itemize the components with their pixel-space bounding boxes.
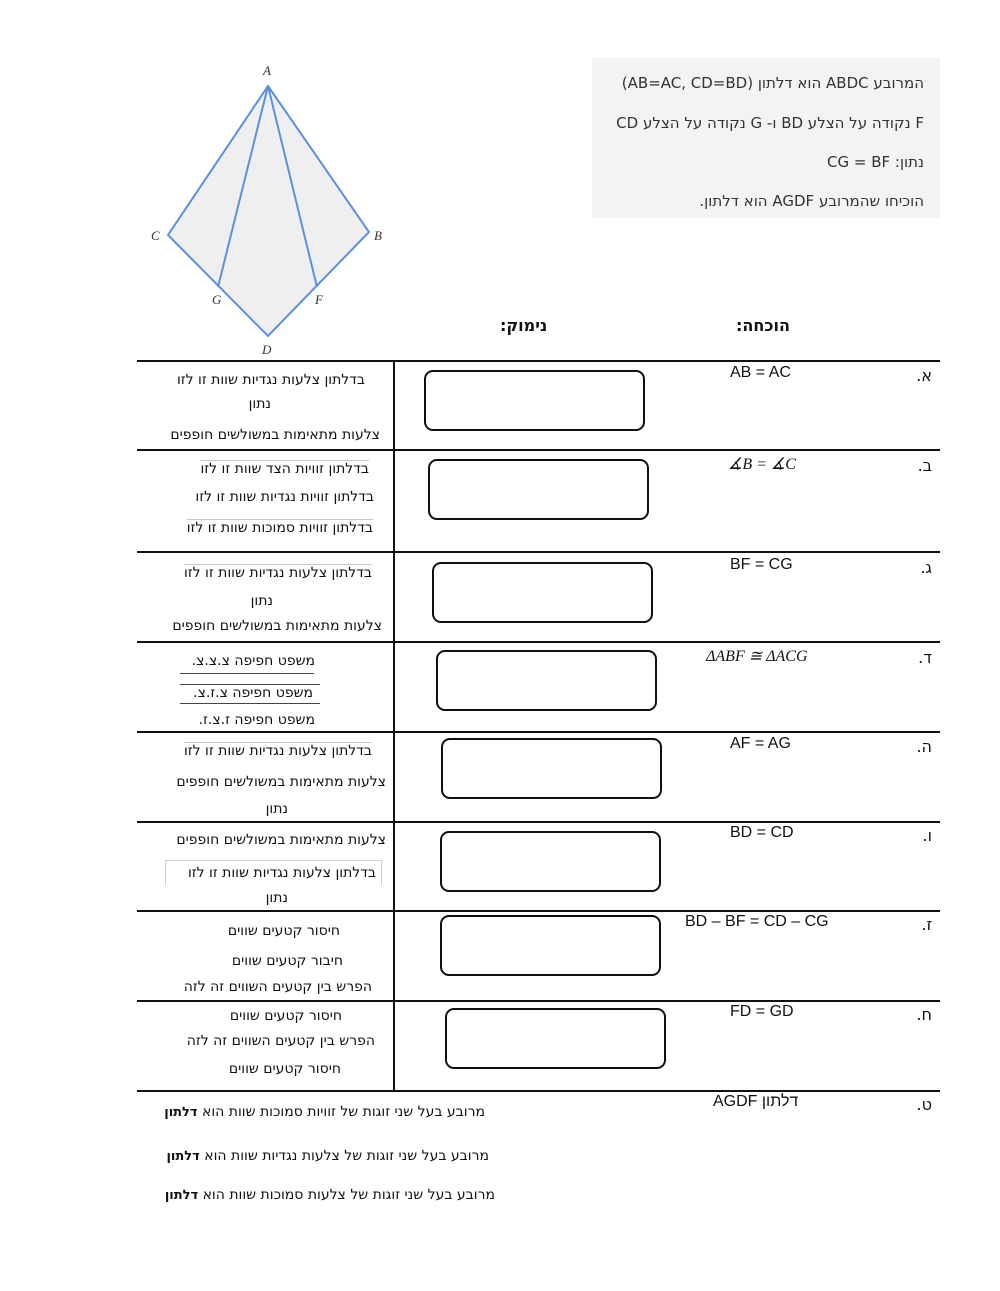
reason-drop-zone[interactable] <box>432 562 653 623</box>
row-label: ט. <box>916 1095 932 1114</box>
label-f: F <box>315 292 323 307</box>
reason-option[interactable]: משפט חפיפה ז.צ.ז. <box>198 712 315 728</box>
kite-figure <box>140 55 410 360</box>
final-reason-option[interactable] <box>166 1148 489 1164</box>
reason-option[interactable]: משפט חפיפה צ.ז.צ. <box>193 685 313 701</box>
final-option-bold: דלתון <box>164 1105 198 1120</box>
reason-drop-zone[interactable] <box>445 1008 666 1069</box>
proof-statement: AB = AC <box>730 364 791 381</box>
final-reason-option[interactable] <box>164 1104 485 1120</box>
row-divider <box>137 641 940 643</box>
reason-option[interactable]: חיסור קטעים שווים <box>229 1008 342 1024</box>
row-divider <box>137 449 940 451</box>
label-g: G <box>212 292 222 307</box>
reason-drop-zone[interactable] <box>424 370 645 431</box>
proof-statement: BD – BF = CD – CG <box>685 913 829 930</box>
kite-shape <box>168 86 369 336</box>
reason-drop-zone[interactable] <box>440 915 661 976</box>
reason-option[interactable]: צלעות מתאימות במשולשים חופפים <box>176 832 386 848</box>
reason-option[interactable]: בדלתון צלעות נגדיות שוות זו לזו <box>176 372 365 388</box>
row-label: ד. <box>918 648 932 667</box>
row-label: ז. <box>921 915 932 934</box>
given-line-1: המרובע ABDC הוא דלתון (AB=AC, CD=BD) <box>621 74 924 92</box>
proof-statement: FD = GD <box>730 1003 794 1020</box>
option-underline <box>180 673 314 674</box>
proof-statement: ΔABF ≅ ΔACG <box>706 648 808 665</box>
reason-option[interactable]: בדלתון צלעות נגדיות שוות זו לזו <box>183 565 372 581</box>
final-option-text: מרובע בעל שני זוגות של צלעות סמוכות שוות הוא <box>202 1187 495 1203</box>
row-divider <box>137 821 940 823</box>
reason-option[interactable]: נתון <box>265 890 288 906</box>
reason-option[interactable]: נתון <box>250 593 273 609</box>
given-line-4: הוכיחו שהמרובע AGDF הוא דלתון. <box>699 192 924 210</box>
proof-statement: AF = AG <box>730 735 791 752</box>
row-label: ח. <box>916 1005 932 1024</box>
reason-option[interactable]: חיסור קטעים שווים <box>227 923 340 939</box>
row-label: ה. <box>916 737 932 756</box>
row-divider <box>137 731 940 733</box>
reason-option[interactable]: צלעות מתאימות במשולשים חופפים <box>170 427 380 443</box>
row-label: ב. <box>917 456 932 475</box>
final-option-text: מרובע בעל שני זוגות של זוויות סמוכות שוות הוא <box>202 1104 485 1120</box>
reason-option[interactable]: בדלתון צלעות נגדיות שוות זו לזו <box>183 743 372 759</box>
reason-option[interactable]: בדלתון זוויות הצד שוות זו לזו <box>200 461 369 477</box>
label-a: A <box>263 63 271 78</box>
label-b: B <box>374 228 382 243</box>
label-c: C <box>151 228 160 243</box>
proof-statement: ∡B = ∡C <box>728 456 796 473</box>
reason-drop-zone[interactable] <box>436 650 657 711</box>
reason-option[interactable]: בדלתון זוויות סמוכות שוות זו לזו <box>186 520 373 536</box>
row-divider <box>137 1090 940 1092</box>
final-option-bold: דלתון <box>164 1188 199 1203</box>
reason-option[interactable]: צלעות מתאימות במשולשים חופפים <box>176 774 386 790</box>
label-d: D <box>262 342 272 357</box>
reason-option[interactable]: נתון <box>248 396 271 412</box>
proof-header: הוכחה: <box>736 316 790 335</box>
reason-option[interactable]: הפרש בין קטעים השווים זה לזה <box>186 1033 375 1049</box>
reason-option[interactable]: בדלתון זוויות נגדיות שוות זו לזו <box>195 489 374 505</box>
row-divider <box>137 910 940 912</box>
given-line-2: F נקודה על הצלע BD ו- G נקודה על הצלע CD <box>616 114 924 132</box>
reason-option[interactable]: בדלתון צלעות נגדיות שוות זו לזו <box>187 865 376 881</box>
final-option-text: מרובע בעל שני זוגות של צלעות נגדיות שוות הוא <box>204 1148 489 1164</box>
reason-drop-zone[interactable] <box>440 831 661 892</box>
given-line-3: נתון: CG = BF <box>827 153 924 171</box>
reason-option[interactable]: נתון <box>265 801 288 817</box>
reason-option[interactable]: חיסור קטעים שווים <box>228 1061 341 1077</box>
row-label: א. <box>916 366 932 385</box>
final-reason-option[interactable] <box>165 1187 495 1203</box>
row-label: ג. <box>920 558 932 577</box>
reason-option[interactable]: חיבור קטעים שווים <box>231 953 343 969</box>
proof-statement: AGDF דלתון <box>713 1093 799 1110</box>
final-option-bold: דלתון <box>166 1149 200 1164</box>
row-label: ו. <box>922 826 932 845</box>
reason-drop-zone[interactable] <box>428 459 649 520</box>
reason-option[interactable]: הפרש בין קטעים השווים זה לזה <box>183 979 372 995</box>
proof-statement: BF = CG <box>730 556 793 573</box>
reason-drop-zone[interactable] <box>441 738 662 799</box>
reason-header: נימוק: <box>500 316 548 335</box>
row-divider <box>137 360 940 362</box>
column-divider <box>393 362 395 1092</box>
option-underline <box>180 703 320 704</box>
reason-option[interactable]: צלעות מתאימות במשולשים חופפים <box>172 618 382 634</box>
row-divider <box>137 551 940 553</box>
reason-option[interactable]: משפט חפיפה צ.צ.צ. <box>191 653 315 669</box>
row-divider <box>137 1000 940 1002</box>
proof-statement: BD = CD <box>730 824 794 841</box>
